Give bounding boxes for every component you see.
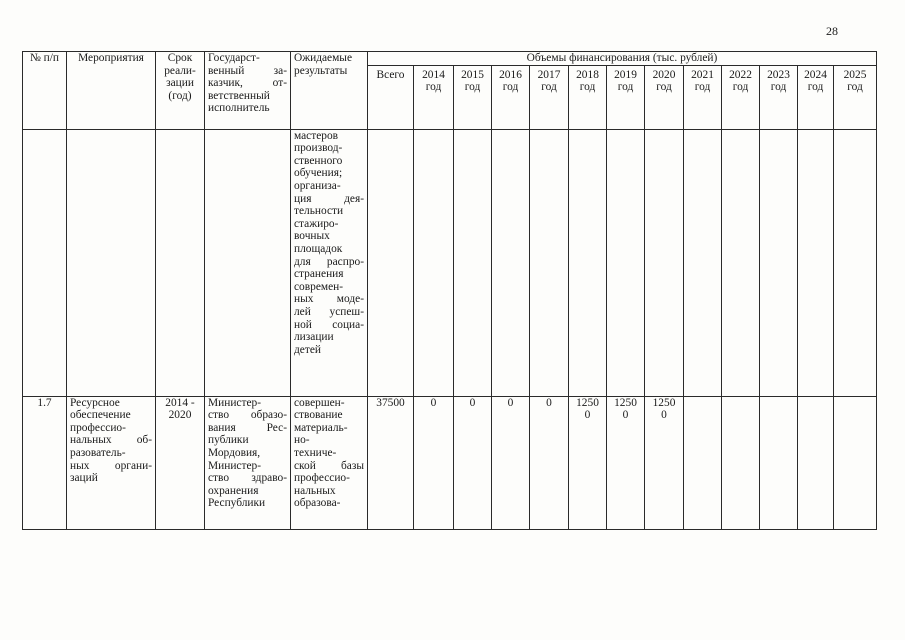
header-year-value: 2014 (422, 68, 445, 81)
table-row-continuation (23, 129, 877, 396)
header-year-unit: год (617, 81, 634, 94)
text-line: ных моде- (294, 293, 364, 306)
value-line: 1250 (652, 396, 676, 409)
text-line: охранения (208, 484, 259, 497)
header-customer: Государст- венный за- казчик, от- ветственный исполнитель (205, 52, 291, 130)
row-year-value-2021 (684, 396, 722, 529)
header-year-unit: год (847, 81, 863, 94)
header-year-2017 (530, 65, 569, 129)
row-year-value-2015 (454, 396, 492, 529)
text-line: вания Рес- (208, 421, 287, 434)
cont-year-cell (798, 129, 834, 396)
header-year-value: 2022 (729, 68, 752, 81)
header-year-unit: год (502, 81, 519, 94)
header-year-2023 (760, 65, 798, 129)
text-line: ция дея- (294, 192, 364, 205)
text-line: современ- (294, 280, 344, 293)
value-line: 0 (661, 409, 667, 422)
text-line: детей (294, 343, 321, 356)
cont-term-cell (156, 129, 205, 396)
text-line: для распро- (294, 255, 364, 268)
header-year-2024 (798, 65, 834, 129)
text-line: мастеров (294, 129, 339, 142)
value-line: 0 (584, 409, 591, 422)
text-line: площадок (294, 242, 343, 255)
text-line: лизации (294, 331, 334, 344)
row-total: 37500 (368, 396, 414, 529)
text-line: Республики (208, 497, 266, 510)
cont-total-cell (368, 129, 414, 396)
row-results-cell (291, 396, 368, 529)
header-year-value: 2024 (804, 68, 827, 81)
row-year-value-2014 (414, 396, 454, 529)
header-year-value: 2016 (499, 68, 522, 81)
text-line: нальных (294, 484, 336, 497)
value-line: 1250 (614, 396, 637, 409)
text-line: вочных (294, 230, 330, 243)
header-year-2020 (645, 65, 684, 129)
header-year-2015 (454, 65, 492, 129)
value-line: 0 (507, 396, 514, 409)
text-line: ство здраво- (208, 472, 287, 485)
text-line: нальных об- (70, 434, 152, 447)
row-year-value-2025 (834, 396, 877, 529)
cont-year-cell (760, 129, 798, 396)
term-line: 2020 (168, 409, 192, 422)
text-line: организа- (294, 179, 341, 192)
text-line: тельности (294, 205, 344, 218)
header-year-unit: год (579, 81, 596, 94)
text-line: стажиро- (294, 217, 339, 230)
row-num: 1.7 (23, 396, 67, 529)
header-results: Ожидаемые результаты (291, 52, 368, 130)
text-line: совершен- (294, 396, 345, 409)
text-line: ственного (294, 154, 343, 167)
text-line: ной социа- (294, 318, 364, 331)
text-line: публики (208, 434, 249, 447)
row-year-value-2024 (798, 396, 834, 529)
row-year-value-2017 (530, 396, 569, 529)
row-events-cell (67, 396, 156, 529)
text-line: образова- (294, 497, 341, 510)
text-line: обучения; (294, 167, 343, 180)
value-line: 0 (430, 396, 437, 409)
text-line: но- (294, 434, 310, 447)
text-line: ных органи- (70, 459, 152, 472)
row-year-value-2020 (645, 396, 684, 529)
header-year-value: 2021 (691, 68, 714, 81)
text-line: техниче- (294, 446, 337, 459)
header-year-2025 (834, 65, 877, 129)
text-line: Министер- (208, 396, 261, 409)
header-year-value: 2025 (843, 68, 867, 81)
text-line: странения (294, 268, 344, 281)
text-line: Ресурсное (70, 396, 120, 409)
row-year-value-2018 (569, 396, 607, 529)
header-year-2014 (414, 65, 454, 129)
cont-customer-cell (205, 129, 291, 396)
header-year-value: 2017 (537, 68, 561, 81)
cont-year-cell (834, 129, 877, 396)
cont-year-cell (684, 129, 722, 396)
term-line: 2014 - (165, 396, 195, 409)
header-year-unit: год (694, 81, 711, 94)
header-year-2021 (684, 65, 722, 129)
header-year-value: 2018 (576, 68, 599, 81)
value-line: 0 (622, 409, 629, 422)
cont-year-cell (722, 129, 760, 396)
header-term: Срок реали- зации (год) (156, 52, 205, 130)
header-year-unit: год (807, 81, 824, 94)
header-total: Всего (368, 65, 414, 129)
text-line: лей успеш- (294, 305, 364, 318)
row-year-value-2019 (607, 396, 645, 529)
cont-year-cell (645, 129, 684, 396)
header-year-unit: год (732, 81, 749, 94)
header-year-value: 2020 (652, 68, 676, 81)
row-year-value-2016 (492, 396, 530, 529)
header-year-unit: год (656, 81, 672, 94)
header-year-2018 (569, 65, 607, 129)
table-header (23, 52, 877, 130)
header-year-unit: год (770, 81, 787, 94)
header-year-2022 (722, 65, 760, 129)
cont-year-cell (414, 129, 454, 396)
header-events: Мероприятия (67, 52, 156, 130)
cont-events-cell (67, 129, 156, 396)
header-year-unit: год (464, 81, 481, 94)
text-line: профессио- (70, 421, 126, 434)
row-year-value-2023 (760, 396, 798, 529)
header-year-value: 2019 (614, 68, 637, 81)
row-year-value-2022 (722, 396, 760, 529)
cont-year-cell (530, 129, 569, 396)
header-year-2019 (607, 65, 645, 129)
header-year-value: 2023 (767, 68, 790, 81)
header-funding: Объемы финансирования (тыс. рублей) (368, 52, 877, 66)
header-year-unit: год (425, 81, 442, 94)
value-line: 1250 (576, 396, 599, 409)
table-row-1-7 (23, 396, 877, 529)
text-line: Министер- (208, 459, 261, 472)
header-year-unit: год (541, 81, 557, 94)
cont-num-cell (23, 129, 67, 396)
text-line: производ- (294, 142, 343, 155)
text-line: ство образо- (208, 409, 287, 422)
text-line: заций (70, 472, 98, 485)
value-line: 0 (546, 396, 552, 409)
value-line: 0 (469, 396, 476, 409)
row-term-cell (156, 396, 205, 529)
text-line: материаль- (294, 421, 348, 434)
cont-results-cell (291, 129, 368, 396)
cont-year-cell (607, 129, 645, 396)
row-customer-cell (205, 396, 291, 529)
header-num: № п/п (23, 52, 67, 130)
text-line: Мордовия, (208, 446, 261, 459)
header-year-2016 (492, 65, 530, 129)
cont-year-cell (454, 129, 492, 396)
text-line: обеспечение (70, 409, 131, 422)
header-year-value: 2015 (461, 68, 484, 81)
funding-table (22, 51, 877, 530)
text-line: профессио- (294, 472, 350, 485)
text-line: разователь- (70, 446, 126, 459)
text-line: ской базы (294, 459, 364, 472)
cont-year-cell (569, 129, 607, 396)
cont-year-cell (492, 129, 530, 396)
page-number: 28 (826, 24, 838, 38)
text-line: ствование (294, 409, 343, 422)
